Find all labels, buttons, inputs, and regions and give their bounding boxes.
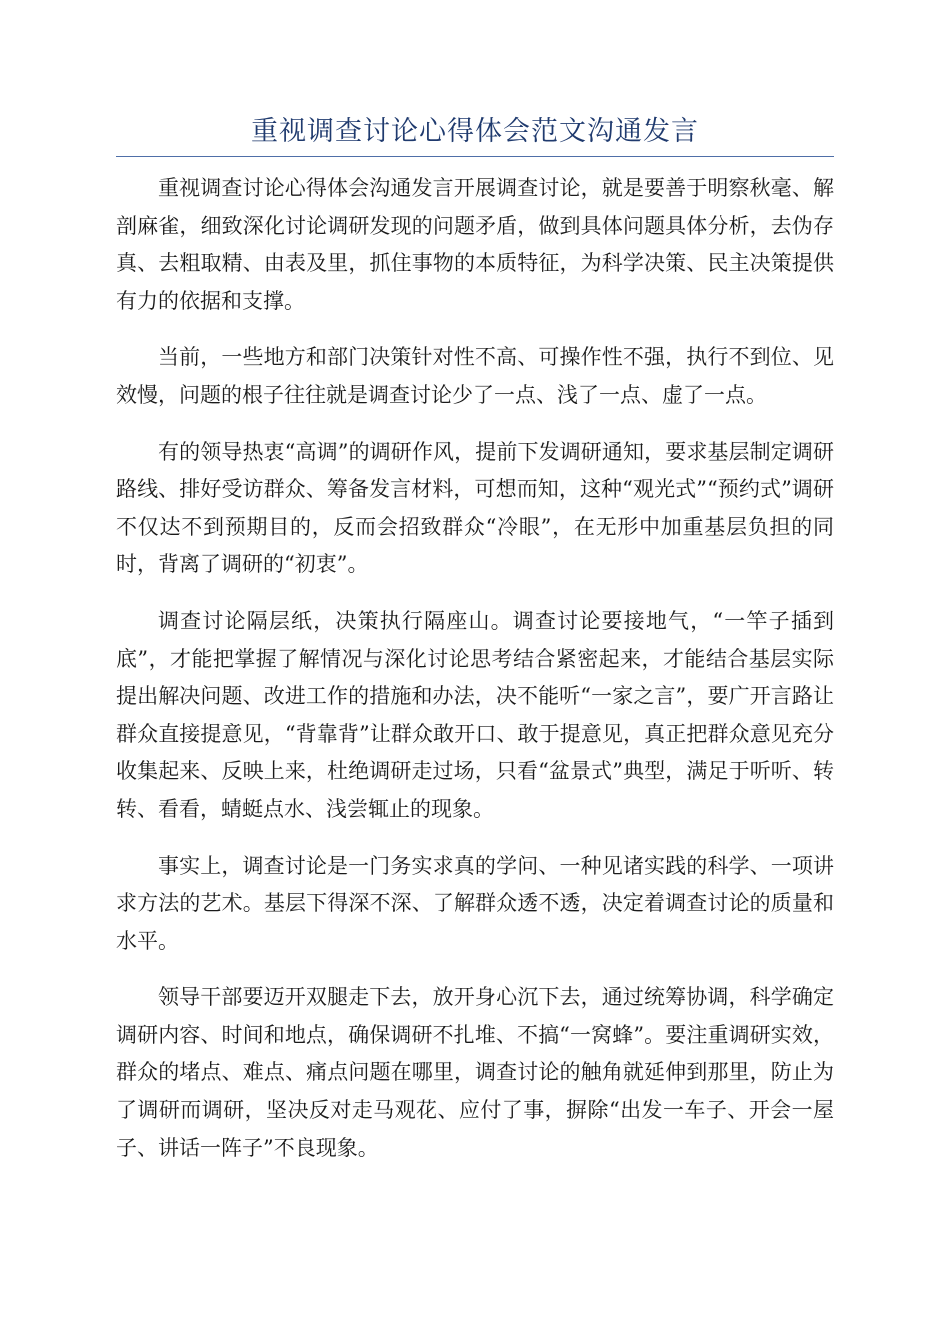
paragraph-3: 有的领导热衷“高调”的调研作风，提前下发调研通知，要求基层制定调研路线、排好受访群众、筹备发言材料，可想而知，这种“观光式”“预约式”调研不仅达不到预期目的，反而会招致群众“冷眼”，在无形中加重基层负担的同时，背离了调研的“初衷”。	[116, 439, 834, 577]
document-body	[116, 170, 834, 1186]
paragraph-5: 事实上，调查讨论是一门务实求真的学问、一种见诸实践的科学、一项讲求方法的艺术。基层下得深不深、了解群众透不透，决定着调查讨论的质量和水平。	[116, 853, 834, 953]
paragraph-6: 领导干部要迈开双腿走下去，放开身心沉下去，通过统筹协调，科学确定调研内容、时间和地点，确保调研不扎堆、不搞“一窝蜂”。要注重调研实效，群众的堵点、难点、痛点问题在哪里，调查讨论的触角就延伸到那里，防止为了调研而调研，坚决反对走马观花、应付了事，摒除“出发一车子、开会一屋子、讲话一阵子”不良现象。	[116, 985, 834, 1160]
title-block	[116, 112, 834, 157]
paragraph-1: 重视调查讨论心得体会沟通发言开展调查讨论，就是要善于明察秋毫、解剖麻雀，细致深化讨论调研发现的问题矛盾，做到具体问题具体分析，去伪存真、去粗取精、由表及里，抓住事物的本质特征，为科学决策、民主决策提供有力的依据和支撑。	[116, 176, 834, 313]
paragraph-4: 调查讨论隔层纸，决策执行隔座山。调查讨论要接地气，“一竿子插到底”，才能把掌握了解情况与深化讨论思考结合紧密起来，才能结合基层实际提出解决问题、改进工作的措施和办法，决不能听“一家之言”，要广开言路让群众直接提意见，“背靠背”让群众敢开口、敢于提意见，真正把群众意见充分收集起来、反映上来，杜绝调研走过场，只看“盆景式”典型，满足于听听、转转、看看，蜻蜓点水、浅尝辄止的现象。	[116, 608, 834, 821]
document-title: 重视调查讨论心得体会范文沟通发言	[251, 116, 699, 147]
paragraph-2: 当前，一些地方和部门决策针对性不高、可操作性不强，执行不到位、见效慢，问题的根子往往就是调查讨论少了一点、浅了一点、虚了一点。	[116, 345, 834, 407]
